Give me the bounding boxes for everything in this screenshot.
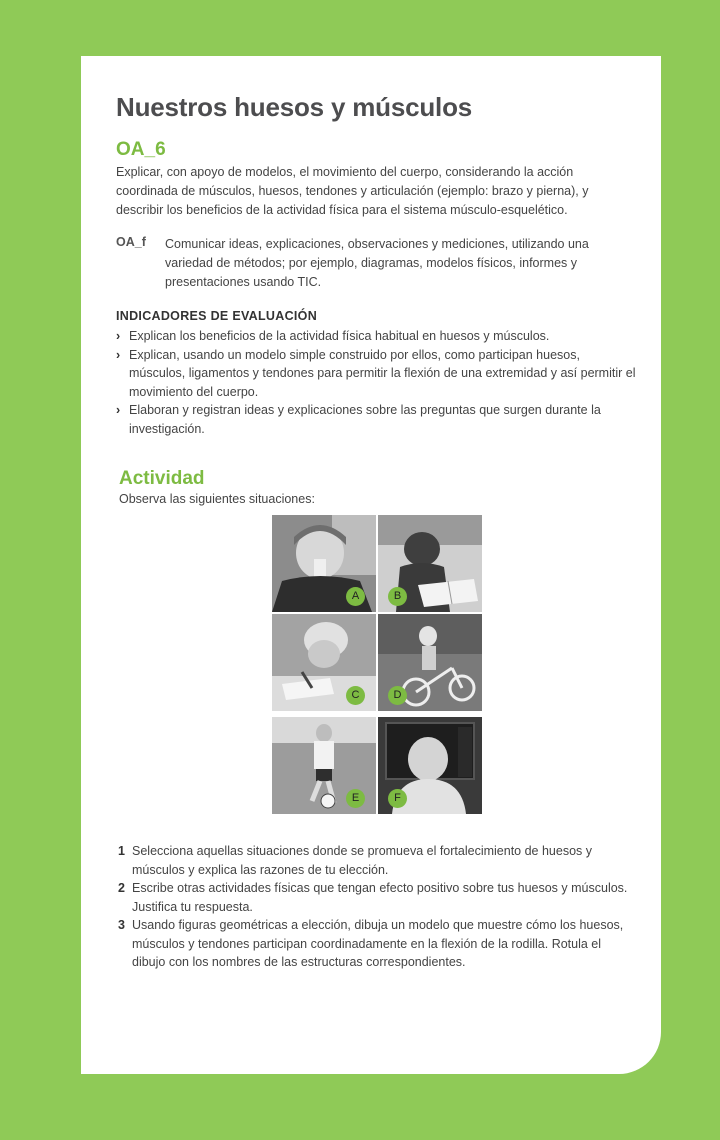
activity-subtitle: Observa las siguientes situaciones:	[119, 492, 315, 506]
page-title: Nuestros huesos y músculos	[116, 92, 473, 122]
question-number: 2	[118, 881, 125, 895]
child-reading-photo	[378, 515, 482, 612]
question-item: 3 Usando figuras geométricas a elección, dibuja un modelo que muestre cómo los huesos, músculos y tendones participan coordinadamente en la flexión de la rodilla. Rotula el dibujo con los nombres de las estructuras correspondientes.	[118, 918, 624, 969]
child-soccer-photo	[272, 717, 376, 814]
child-bicycle-photo	[378, 614, 482, 711]
question-item: 2 Escribe otras actividades físicas que tengan efecto positivo sobre tus huesos y músculos. Justifica tu respuesta.	[118, 881, 628, 914]
indicators-list	[116, 327, 636, 438]
question-number: 1	[118, 844, 125, 858]
questions-list	[118, 842, 633, 972]
photo-label-c: C	[346, 686, 365, 705]
indicator-item: › Explican, usando un modelo simple construido por ellos, como participan huesos, músculos, ligamentos y tendones para permitir la flexión de una extremidad y así permitir el movimiento del cuerpo.	[116, 347, 636, 399]
indicator-item: › Explican los beneficios de la actividad física habitual en huesos y músculos.	[116, 327, 636, 346]
child-television-photo	[378, 717, 482, 814]
indicators-title: INDICADORES DE EVALUACIÓN	[116, 309, 318, 323]
objective-code: OA_6	[116, 139, 166, 160]
photo-label-f: F	[388, 789, 407, 808]
objective-text: Explicar, con apoyo de modelos, el movimiento del cuerpo, considerando la acción coordinada de músculos, huesos, tendones y articulación (ejemplo: brazo y pierna), y describir los beneficios de la actividad física para el sistema músculo-esquelético.	[116, 165, 589, 217]
photo-label-d: D	[388, 686, 407, 705]
photo-label-a: A	[346, 587, 365, 606]
question-number: 3	[118, 918, 125, 932]
skill-code: OA_f	[116, 235, 146, 249]
question-item: 1 Selecciona aquellas situaciones donde se promueva el fortalecimiento de huesos y músculos y explica las razones de tu elección.	[118, 844, 593, 877]
skill-text: Comunicar ideas, explicaciones, observaciones y mediciones, utilizando una variedad de métodos; por ejemplo, diagramas, modelos físicos, informes y presentaciones usando TIC.	[165, 237, 589, 289]
indicator-item: › Elaboran y registran ideas y explicaciones sobre las preguntas que surgen durante la investigación.	[116, 403, 601, 436]
bullet-arrow-icon: ›	[116, 329, 121, 343]
photo-label-b: B	[388, 587, 407, 606]
child-drinking-photo	[272, 515, 376, 612]
page-sheet	[81, 56, 661, 1074]
child-drawing-photo	[272, 614, 376, 711]
photo-label-e: E	[346, 789, 365, 808]
bullet-arrow-icon: ›	[116, 347, 121, 362]
bullet-arrow-icon: ›	[116, 403, 121, 417]
activity-title: Actividad	[119, 468, 205, 489]
